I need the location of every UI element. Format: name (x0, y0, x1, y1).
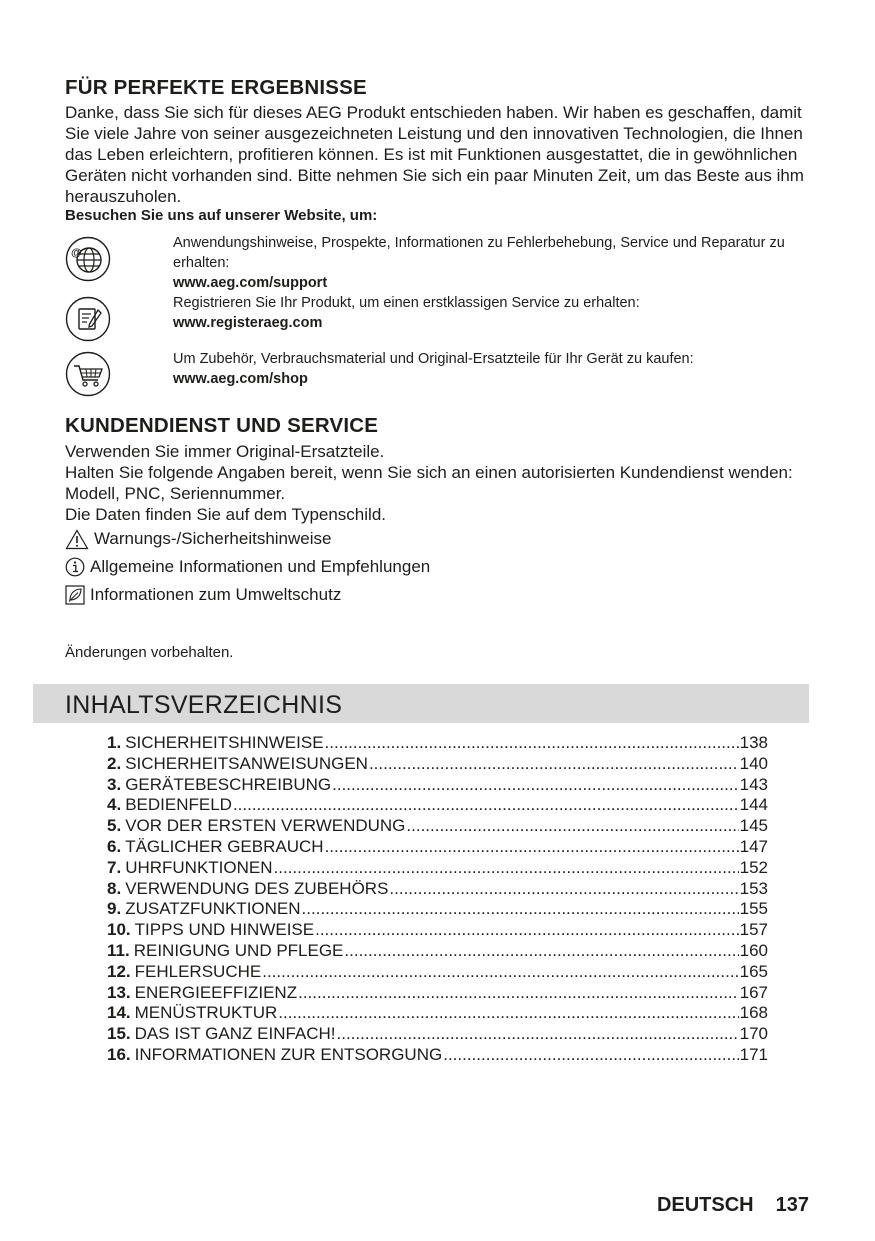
toc-item-leader (325, 733, 739, 754)
toc-item-leader (262, 962, 738, 983)
svg-text:@: @ (71, 247, 82, 259)
toc-item-leader (332, 775, 739, 796)
legend-environment-label: Informationen zum Umweltschutz (90, 585, 342, 604)
toc-item-page: 145 (739, 816, 768, 836)
toc-item-page: 165 (739, 961, 768, 981)
toc-item-number: 7. (107, 857, 122, 877)
toc-item-number: 3. (107, 774, 122, 794)
toc-item-page: 155 (739, 899, 768, 919)
web-link-support-url[interactable]: www.aeg.com/support (173, 275, 328, 291)
toc-item[interactable] (107, 1003, 768, 1024)
intro-section (65, 76, 810, 225)
web-link-shop-text: Um Zubehör, Verbrauchsmaterial und Original-Ersatzteile für Ihr Gerät zu kaufen: (173, 351, 694, 367)
toc-list (107, 733, 768, 1066)
legend-environment (65, 584, 341, 606)
legend-info-label: Allgemeine Informationen und Empfehlungen (90, 557, 431, 576)
toc-item[interactable] (107, 816, 768, 837)
toc-item[interactable] (107, 899, 768, 920)
toc-item-leader (389, 879, 738, 900)
toc-item[interactable] (107, 795, 768, 816)
toc-item-page: 171 (739, 1044, 768, 1064)
web-link-support-text: Anwendungshinweise, Prospekte, Informationen zu Fehlerbehebung, Service und Reparatur zu erhalten: (173, 235, 785, 271)
footer-page-number: 137 (775, 1194, 809, 1216)
toc-item-page: 144 (739, 795, 768, 815)
toc-item-page: 167 (739, 982, 768, 1002)
toc-item[interactable] (107, 1024, 768, 1045)
toc-item-number: 15. (107, 1024, 131, 1044)
toc-item-label: VOR DER ERSTEN VERWENDUNG (125, 816, 406, 836)
toc-item-leader (337, 1024, 739, 1045)
toc-item-page: 152 (739, 857, 768, 877)
toc-item-page: 140 (739, 753, 768, 773)
globe-at-icon (65, 236, 111, 282)
toc-item-label: UHRFUNKTIONEN (125, 857, 273, 877)
toc-item-leader (274, 858, 739, 879)
web-link-register-text: Registrieren Sie Ihr Produkt, um einen erstklassigen Service zu erhalten: (173, 295, 640, 311)
toc-item-number: 1. (107, 733, 122, 752)
toc-item-leader (315, 920, 739, 941)
toc-item-label: REINIGUNG UND PFLEGE (133, 940, 344, 960)
toc-item-number: 8. (107, 878, 122, 898)
toc-item-number: 11. (107, 940, 130, 960)
toc-item-number: 2. (107, 753, 122, 773)
toc-item-label: DAS IST GANZ EINFACH! (134, 1024, 336, 1044)
environment-leaf-icon (65, 585, 85, 605)
warning-triangle-icon (65, 529, 89, 550)
toc-item-leader (298, 983, 739, 1004)
toc-item[interactable] (107, 733, 768, 754)
changes-note: Änderungen vorbehalten. (65, 644, 234, 661)
toc-item-label: GERÄTEBESCHREIBUNG (125, 774, 332, 794)
toc-item-number: 14. (107, 1003, 131, 1023)
toc-item-label: SICHERHEITSANWEISUNGEN (125, 753, 368, 773)
toc-item[interactable] (107, 962, 768, 983)
service-section (65, 414, 810, 525)
toc-item-number: 6. (107, 836, 122, 856)
intro-body: Danke, dass Sie sich für dieses AEG Produkt entschieden haben. Wir haben es geschaffen, damit Sie viele Jahre von seiner ausgezeichneten Leistung und den innovativen Technologien, die Ihnen das Leben erleichtern, profitieren können. Es ist mit Funktionen ausgestattet, die in gewöhnlichen Geräten nicht vorhanden sind. Bitte nehmen Sie sich ein paar Minuten Zeit, um das Beste aus ihm herauszuholen. (65, 103, 804, 206)
toc-item-leader (278, 1003, 738, 1024)
toc-item-page: 157 (739, 920, 768, 940)
toc-title: INHALTSVERZEICHNIS (65, 691, 343, 719)
toc-item[interactable] (107, 879, 768, 900)
toc-item-number: 9. (107, 899, 122, 919)
toc-item-label: VERWENDUNG DES ZUBEHÖRS (125, 878, 389, 898)
legend-info (65, 556, 430, 578)
toc-item-label: BEDIENFELD (125, 795, 232, 815)
toc-item[interactable] (107, 754, 768, 775)
web-link-register-url[interactable]: www.registeraeg.com (173, 315, 323, 331)
toc-item-number: 12. (107, 961, 131, 981)
toc-item-page: 160 (739, 940, 768, 960)
toc-item-leader (369, 754, 739, 775)
toc-item-page: 170 (739, 1024, 768, 1044)
toc-item[interactable] (107, 983, 768, 1004)
toc-item-page: 168 (739, 1003, 768, 1023)
toc-item-label: SICHERHEITSHINWEISE (125, 733, 324, 752)
toc-item-label: TÄGLICHER GEBRAUCH (125, 836, 324, 856)
web-link-shop-url[interactable]: www.aeg.com/shop (173, 371, 308, 387)
toc-header-bar (33, 684, 809, 723)
registration-note-icon (65, 296, 111, 342)
toc-item-label: TIPPS UND HINWEISE (134, 920, 315, 940)
toc-item-number: 10. (107, 920, 131, 940)
toc-item-number: 5. (107, 816, 122, 836)
toc-item-number: 4. (107, 795, 122, 815)
toc-item[interactable] (107, 920, 768, 941)
page-footer (657, 1193, 809, 1217)
toc-item-number: 16. (107, 1044, 131, 1064)
service-line: Halten Sie folgende Angaben bereit, wenn Sie sich an einen autorisierten Kundendienst wenden: Modell, PNC, Seriennummer. (65, 463, 793, 503)
service-title: KUNDENDIENST UND SERVICE (65, 414, 379, 437)
shopping-cart-icon (65, 351, 111, 397)
footer-language: DEUTSCH (656, 1194, 754, 1216)
toc-item-label: FEHLERSUCHE (134, 961, 262, 981)
legend-warning (65, 528, 331, 550)
service-line: Verwenden Sie immer Original-Ersatzteile. (65, 442, 385, 461)
toc-item[interactable] (107, 775, 768, 796)
legend-warning-label: Warnungs-/Sicherheitshinweise (94, 529, 332, 548)
web-links (65, 233, 810, 403)
toc-item-label: ZUSATZFUNKTIONEN (125, 899, 301, 919)
intro-title: FÜR PERFEKTE ERGEBNISSE (65, 76, 367, 99)
toc-item-page: 153 (739, 878, 768, 898)
toc-item-page: 143 (739, 774, 768, 794)
symbol-legend (65, 528, 810, 618)
toc-item-label: MENÜSTRUKTUR (134, 1003, 278, 1023)
toc-item-page: 147 (739, 836, 768, 856)
service-line: Die Daten finden Sie auf dem Typenschild. (65, 505, 386, 524)
toc-item-page: 138 (739, 733, 768, 752)
toc-item-leader (443, 1045, 738, 1066)
info-circle-icon (65, 557, 85, 577)
toc-item-leader (406, 816, 738, 837)
intro-visit-text: Besuchen Sie uns auf unserer Website, um: (65, 207, 378, 224)
toc-item[interactable] (107, 837, 768, 858)
toc-item[interactable] (107, 858, 768, 879)
toc-item[interactable] (107, 1045, 768, 1066)
toc-item-leader (233, 795, 739, 816)
toc-item-label: INFORMATIONEN ZUR ENTSORGUNG (134, 1044, 443, 1064)
toc-item[interactable] (107, 941, 768, 962)
toc-item-label: ENERGIEEFFIZIENZ (134, 982, 298, 1002)
toc-item-leader (325, 837, 739, 858)
toc-item-leader (302, 899, 739, 920)
toc-item-number: 13. (107, 982, 131, 1002)
toc-item-leader (344, 941, 738, 962)
